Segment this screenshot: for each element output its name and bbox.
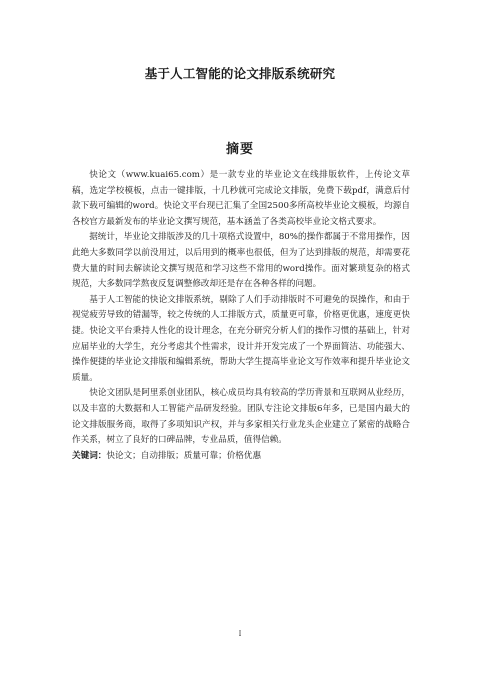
page-number: I: [238, 630, 242, 638]
abstract-paragraph: 快论文（www.kuai65.com）是一款专业的毕业论文在线排版软件，上传论文草稿，选定学校模板，点击一键排版，十几秒就可完成论文排版，免费下载pdf，满意后付款下载可编辑的word。快论文平台现已汇集了全国2500多所高校毕业论文模板，均源自各校官方最新发布的毕业论文撰写规范，基本涵盖了各类高校毕业论文格式要求。: [72, 170, 410, 227]
keywords-text: 快论文；自动排版；质量可靠；价格优惠: [106, 450, 262, 461]
abstract-paragraph: 基于人工智能的快论文排版系统，剔除了人们手动排版时不可避免的误操作，和由于视觉疲劳导致的错漏等，较之传统的人工排版方式，质量更可靠，价格更优惠，速度更快捷。快论文平台秉持人性化的设计理念，在充分研究分析人们的操作习惯的基础上，针对应届毕业的大学生，充分考虑其个性需求，设计并开发完成了一个界面简洁、功能强大、操作便捷的毕业论文排版和编辑系统，帮助大学生提高毕业论文写作效率和提升毕业论文质量。: [72, 294, 410, 383]
abstract-body: [72, 168, 410, 464]
abstract-paragraph: 据统计，毕业论文排版涉及的几十项格式设置中，80%的操作都属于不常用操作，因此绝大多数同学以前没用过，以后用到的概率也很低，但为了达到排版的规范，却需要花费大量的时间去解读论文撰写规范和学习这些不常用的word操作。面对繁琐复杂的格式规范，大多数同学熬夜反复调整修改却还是存在各种各样的问题。: [72, 232, 410, 290]
keywords-line: [72, 449, 410, 465]
paper-title: 基于人工智能的论文排版系统研究: [144, 66, 336, 81]
keywords-label: 关键词：: [72, 450, 107, 461]
abstract-paragraph: 快论文团队是阿里系创业团队，核心成员均具有较高的学历背景和互联网从业经历，以及丰富的大数据和人工智能产品研发经验。团队专注论文排版6年多，已是国内最大的论文排版服务商，取得了多项知识产权，并与多家相关行业龙头企业建立了紧密的战略合作关系，树立了良好的口碑品牌，专业品质，值得信赖。: [72, 388, 410, 446]
abstract-heading: 摘要: [225, 142, 254, 157]
